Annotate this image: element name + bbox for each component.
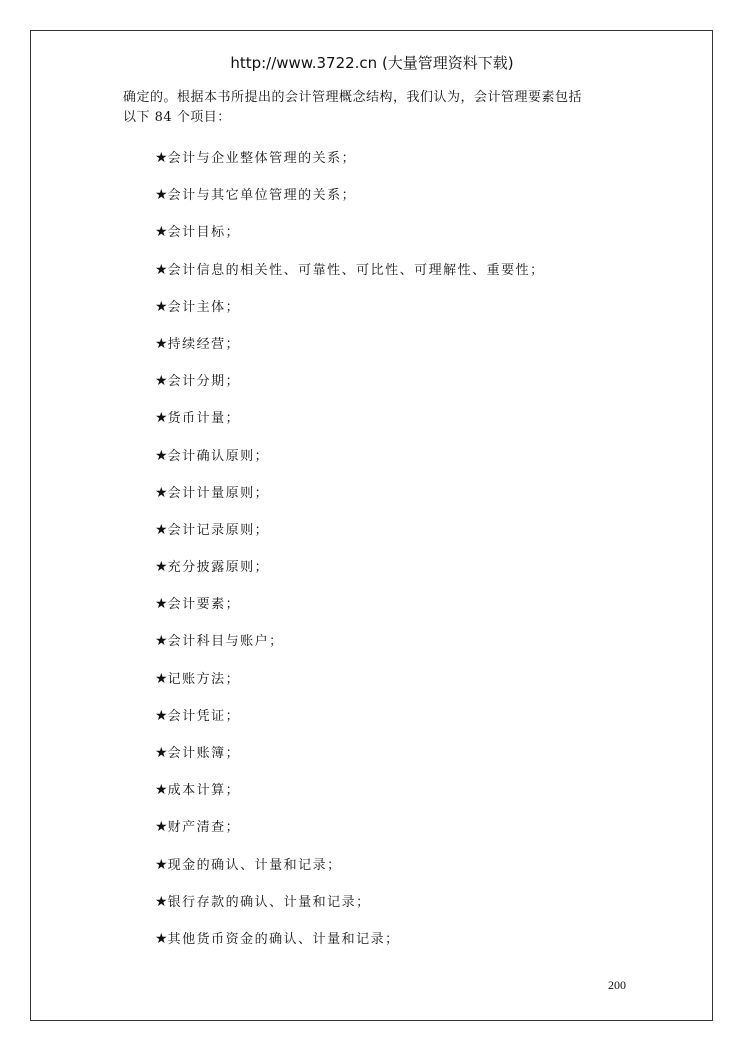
page-number: 200 — [608, 978, 626, 992]
star-bullet-icon: ★ — [155, 187, 168, 204]
list-item-text: 持续经营； — [167, 336, 241, 352]
list-item — [155, 740, 545, 777]
star-bullet-icon: ★ — [155, 521, 168, 538]
list-item — [155, 405, 545, 442]
intro-paragraph — [123, 88, 643, 128]
list-item-text: 成本计算； — [167, 783, 241, 799]
list-item-text: 会计与其它单位管理的关系； — [167, 188, 357, 204]
star-bullet-icon: ★ — [155, 782, 168, 799]
star-bullet-icon: ★ — [155, 596, 168, 613]
star-bullet-icon: ★ — [155, 224, 168, 241]
star-bullet-icon: ★ — [155, 484, 168, 501]
list-item — [155, 517, 545, 554]
list-item-text: 现金的确认、计量和记录； — [167, 857, 342, 873]
intro-line: 确定的。根据本书所提出的会计管理概念结构，我们认为，会计管理要素包括 — [123, 90, 583, 105]
list-item — [155, 889, 545, 926]
list-item-text: 会计记录原则； — [167, 522, 270, 538]
star-bullet-icon: ★ — [155, 559, 168, 576]
star-bullet-icon: ★ — [155, 707, 168, 724]
list-item — [155, 368, 545, 405]
list-item — [155, 331, 545, 368]
list-item-text: 会计要素； — [167, 597, 241, 613]
intro-line: 以下 84 个项目： — [123, 110, 231, 125]
list-item — [155, 814, 545, 851]
list-item-text: 其他货币资金的确认、计量和记录； — [167, 931, 400, 947]
list-item-text: 会计分期； — [167, 374, 241, 390]
header-url: http://www.3722.cn (大量管理资料下载) — [230, 54, 514, 72]
star-bullet-icon: ★ — [155, 670, 168, 687]
list-item — [155, 480, 545, 517]
list-item-text: 会计信息的相关性、可靠性、可比性、可理解性、重要性； — [167, 262, 545, 278]
list-item-text: 货币计量； — [167, 411, 241, 427]
list-item — [155, 703, 545, 740]
star-bullet-icon: ★ — [155, 856, 168, 873]
star-bullet-icon: ★ — [155, 298, 168, 315]
element-list — [155, 145, 545, 963]
list-item — [155, 257, 545, 294]
star-bullet-icon: ★ — [155, 447, 168, 464]
list-item-text: 财产清查； — [167, 820, 241, 836]
star-bullet-icon: ★ — [155, 633, 168, 650]
star-bullet-icon: ★ — [155, 335, 168, 352]
star-bullet-icon: ★ — [155, 373, 168, 390]
list-item-text: 会计目标； — [167, 225, 241, 241]
star-bullet-icon: ★ — [155, 819, 168, 836]
star-bullet-icon: ★ — [155, 410, 168, 427]
list-item — [155, 554, 545, 591]
list-item-text: 充分披露原则； — [167, 560, 270, 576]
list-item-text: 会计确认原则； — [167, 448, 270, 464]
list-item — [155, 591, 545, 628]
list-item — [155, 926, 545, 963]
list-item — [155, 145, 545, 182]
list-item — [155, 219, 545, 256]
star-bullet-icon: ★ — [155, 893, 168, 910]
list-item-text: 会计账簿； — [167, 746, 241, 761]
list-item — [155, 666, 545, 703]
list-item — [155, 294, 545, 331]
list-item-text: 会计凭证； — [167, 708, 241, 724]
list-item — [155, 777, 545, 814]
list-item-text: 会计计量原则； — [167, 485, 270, 501]
list-item-text: 会计科目与账户； — [167, 634, 284, 650]
star-bullet-icon: ★ — [155, 745, 168, 761]
star-bullet-icon: ★ — [155, 930, 168, 947]
list-item-text: 记账方法； — [167, 671, 241, 687]
list-item-text: 会计主体； — [167, 299, 241, 315]
list-item — [155, 852, 545, 889]
star-bullet-icon: ★ — [155, 261, 168, 278]
list-item-text: 银行存款的确认、计量和记录； — [167, 894, 371, 910]
list-item — [155, 182, 545, 219]
star-bullet-icon: ★ — [155, 150, 168, 166]
list-item — [155, 443, 545, 480]
list-item — [155, 628, 545, 665]
list-item-text: 会计与企业整体管理的关系； — [167, 151, 357, 166]
